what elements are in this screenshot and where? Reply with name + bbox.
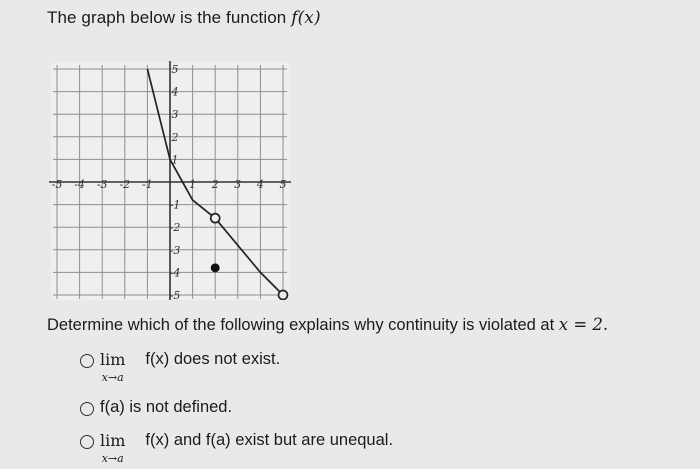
x-tick-label: -5: [51, 178, 63, 191]
function-graph: [40, 44, 310, 300]
radio-button-icon[interactable]: [80, 354, 94, 368]
y-tick-label: -2: [169, 221, 181, 235]
x-tick-label: 3: [234, 178, 242, 191]
x-tick-label: 5: [279, 178, 287, 191]
choice-text: f(a) is not defined.: [100, 398, 233, 416]
graph-svg: [40, 44, 310, 300]
question-title: [47, 8, 321, 28]
choice-option-1[interactable]: [80, 350, 280, 384]
y-tick-label: 1: [171, 153, 179, 167]
limit-subscript: x→a: [101, 371, 124, 384]
y-tick-label: -3: [169, 243, 181, 257]
x-tick-label: -4: [74, 178, 85, 191]
title-text: The graph below is the function: [47, 8, 287, 27]
choice-option-3[interactable]: [80, 431, 393, 465]
radio-button-icon[interactable]: [80, 402, 94, 416]
open-point: [279, 291, 288, 300]
y-tick-label: 2: [171, 130, 179, 144]
limit-subscript: x→a: [101, 452, 124, 465]
limit-expression: [100, 350, 125, 384]
open-point: [211, 214, 220, 223]
y-tick-label: 5: [171, 63, 179, 76]
choice-text: f(x) does not exist.: [145, 350, 281, 368]
choice-text: f(x) and f(a) exist but are unequal.: [145, 431, 394, 449]
x-tick-label: -3: [96, 178, 108, 191]
closed-point: [211, 263, 220, 272]
y-tick-label: -4: [169, 266, 181, 280]
limit-expression: [100, 431, 125, 465]
prompt-text: Determine which of the following explains why continuity is violated at: [47, 316, 555, 334]
limit-word: lim: [100, 431, 126, 450]
x-tick-label: 1: [189, 178, 197, 191]
y-tick-label: 4: [171, 85, 179, 99]
y-tick-label: -1: [169, 198, 181, 212]
limit-word: lim: [100, 350, 126, 369]
x-tick-label: -1: [142, 178, 153, 191]
title-function: f(x): [291, 8, 321, 28]
y-tick-label: 3: [171, 108, 179, 122]
x-tick-label: 4: [256, 178, 264, 191]
y-tick-label: -5: [169, 289, 181, 300]
choice-option-2[interactable]: [80, 398, 232, 417]
x-tick-label: -2: [119, 178, 131, 191]
prompt-math: x = 2.: [558, 315, 609, 334]
x-tick-label: 2: [211, 178, 219, 191]
question-prompt: [47, 315, 608, 335]
radio-button-icon[interactable]: [80, 435, 94, 449]
